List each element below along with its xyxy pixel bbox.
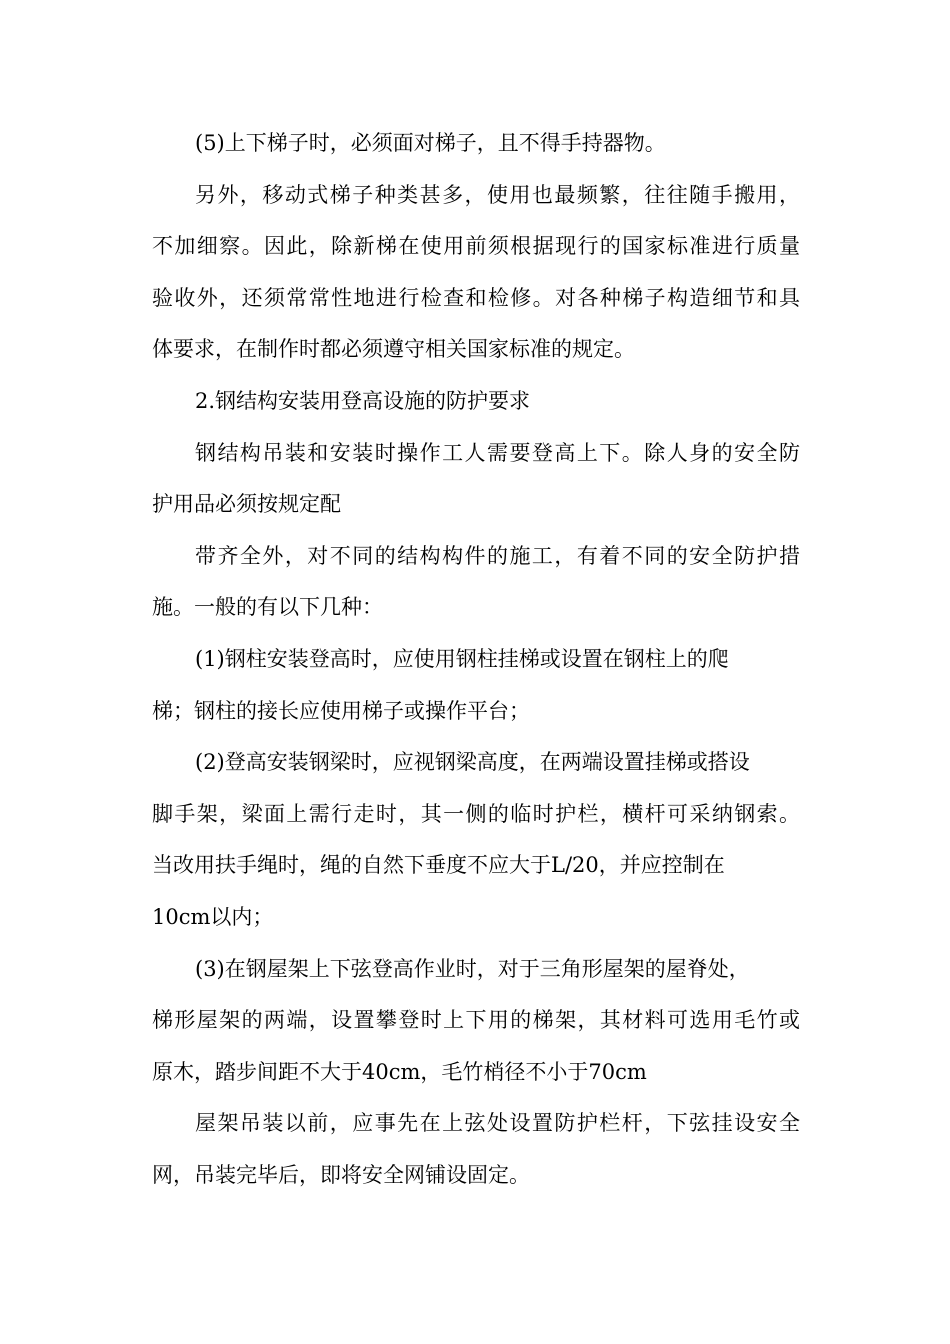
text-line: 脚手架，梁面上需行走时，其一侧的临时护栏，横杆可采纳钢索。	[152, 801, 800, 826]
text-line: 梯；钢柱的接长应使用梯子或操作平台；	[152, 698, 530, 723]
text-line: 原木，踏步间距不大于40cm，毛竹梢径不小于70cm	[152, 1059, 647, 1084]
text-line: 护用品必须按规定配	[152, 492, 341, 517]
text-line: 钢结构吊装和安装时操作工人需要登高上下。除人身的安全防	[195, 440, 800, 465]
text-line: 不加细察。因此，除新梯在使用前须根据现行的国家标准进行质量	[152, 234, 800, 259]
text-line: (5)上下梯子时，必须面对梯子，且不得手持器物。	[195, 131, 666, 155]
document-body	[152, 118, 800, 1201]
text-line: 另外，移动式梯子种类甚多，使用也最频繁，往往随手搬用，	[195, 182, 800, 207]
text-line: 梯形屋架的两端，设置攀登时上下用的梯架，其材料可选用毛竹或	[152, 1008, 800, 1033]
section-heading: 2.钢结构安装用登高设施的防护要求	[195, 388, 531, 413]
text-line: 验收外，还须常常性地进行检查和检修。对各种梯子构造细节和具	[152, 285, 800, 310]
text-line: 体要求，在制作时都必须遵守相关国家标准的规定。	[152, 337, 635, 362]
text-line: 当改用扶手绳时，绳的自然下垂度不应大于L/20，并应控制在	[152, 853, 725, 878]
text-line: (1)钢柱安装登高时，应使用钢柱挂梯或设置在钢柱上的爬	[195, 646, 729, 671]
text-line: 屋架吊装以前，应事先在上弦处设置防护栏杆，下弦挂设安全	[195, 1111, 800, 1136]
text-line: (2)登高安装钢梁时，应视钢梁高度，在两端设置挂梯或搭设	[195, 750, 750, 775]
text-line: 网，吊装完毕后，即将安全网铺设固定。	[152, 1162, 530, 1187]
text-line: 带齐全外，对不同的结构构件的施工，有着不同的安全防护措	[195, 543, 800, 568]
text-line: 10cm以内；	[152, 904, 274, 929]
text-line: 施。一般的有以下几种：	[152, 595, 383, 620]
text-line: (3)在钢屋架上下弦登高作业时，对于三角形屋架的屋脊处，	[195, 956, 750, 981]
